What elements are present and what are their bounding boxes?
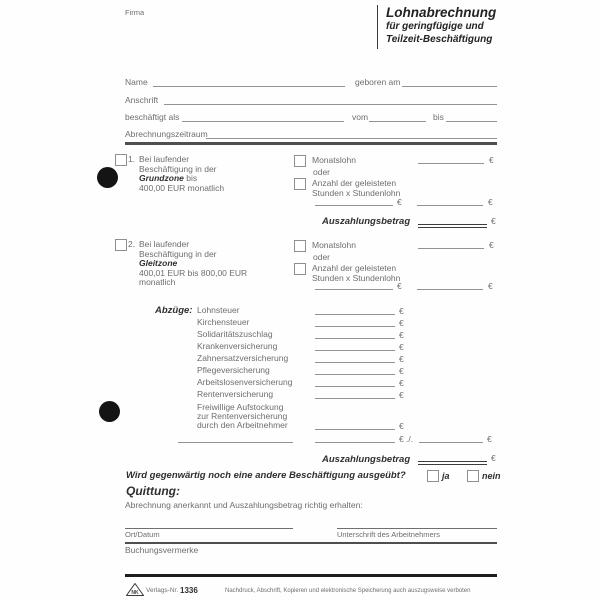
euro-sign: € xyxy=(399,366,404,376)
auszahlungsbetrag-line-1[interactable] xyxy=(418,224,487,228)
section2-line2: Beschäftigung in der xyxy=(139,248,217,259)
abrechnungszeitraum-label: Abrechnungszeitraum xyxy=(125,129,208,139)
anzahl-line1-1: Anzahl der geleisteten xyxy=(312,178,397,188)
bis-field-line[interactable] xyxy=(446,121,497,122)
form-subtitle-line1: für geringfügige und xyxy=(386,21,484,32)
verlags-nr-value: 1336 xyxy=(180,585,198,595)
abzug-line-arbeitslosenversicherung[interactable] xyxy=(315,386,395,387)
abzug-line-pflegeversicherung[interactable] xyxy=(315,374,395,375)
oder-label-2: oder xyxy=(313,252,331,262)
sum-amount-line[interactable] xyxy=(315,442,395,443)
nk-triangle-icon xyxy=(126,583,144,596)
checkbox-monatslohn-2[interactable] xyxy=(294,240,306,252)
auszahlungsbetrag-line-2[interactable] xyxy=(418,461,487,465)
monatslohn-amount-line-1[interactable] xyxy=(418,163,484,164)
geboren-am-label: geboren am xyxy=(355,77,401,87)
footer-rule xyxy=(125,574,497,577)
euro-sign: € xyxy=(399,354,404,364)
quittung-title: Quittung: xyxy=(126,484,180,498)
abzug-line-lohnsteuer[interactable] xyxy=(315,314,395,315)
auszahlungsbetrag-label-1: Auszahlungsbetrag xyxy=(322,216,411,227)
section-divider-rule xyxy=(125,142,497,145)
stunden-total-line-2[interactable] xyxy=(417,289,483,290)
euro-sign: € xyxy=(399,342,404,352)
gleitzone-bold-text: Gleitzone xyxy=(139,258,178,268)
euro-sign: € xyxy=(488,197,493,207)
header-divider xyxy=(377,5,378,49)
punch-hole-bottom xyxy=(99,401,120,422)
svg-text:NK: NK xyxy=(131,590,139,596)
checkbox-gleitzone[interactable] xyxy=(115,239,127,251)
oder-label-1: oder xyxy=(313,167,331,177)
form-subtitle-line2: Teilzeit-Beschäftigung xyxy=(386,33,493,45)
abzug-label-zahnersatzversicherung: Zahnersatzversicherung xyxy=(197,353,289,363)
unterschrift-label: Unterschrift des Arbeitnehmers xyxy=(337,530,440,539)
euro-sign: € xyxy=(399,421,404,431)
grundzone-bold-text: Grundzone xyxy=(139,173,184,183)
stunden-total-line-1[interactable] xyxy=(417,205,483,206)
section1-line2: Beschäftigung in der xyxy=(139,163,217,174)
euro-sign: € xyxy=(488,281,493,291)
name-field-line[interactable] xyxy=(153,86,345,87)
checkbox-stundenlohn-2[interactable] xyxy=(294,263,306,275)
anzahl-line2-2: Stunden x Stundenlohn xyxy=(312,272,401,283)
vom-label: vom xyxy=(352,112,369,122)
quittung-text: Abrechnung anerkannt und Auszahlungsbetrag richtig erhalten: xyxy=(125,500,363,510)
checkbox-grundzone[interactable] xyxy=(115,154,127,166)
abzug-label-pflegeversicherung: Pflegeversicherung xyxy=(197,365,270,375)
euro-sign: € xyxy=(399,306,404,316)
section1-line1: Bei laufender xyxy=(139,154,190,164)
section1-line4: 400,00 EUR monatlich xyxy=(139,182,225,193)
stunden-amount-line-1[interactable] xyxy=(315,205,393,206)
footer-legal-text: Nachdruck, Abschrift, Kopieren und elektronische Speicherung auch auszugsweise verboten xyxy=(225,588,471,594)
ort-datum-signature-line[interactable] xyxy=(125,528,293,529)
aufstockung-line1: Freiwillige Aufstockung xyxy=(197,402,284,412)
sum-left-field-line[interactable] xyxy=(178,442,293,443)
section1-number: 1. xyxy=(128,154,136,164)
aufstockung-amount-line[interactable] xyxy=(315,429,395,430)
name-label: Name xyxy=(125,77,148,87)
punch-hole-top xyxy=(97,167,118,188)
euro-sign: € xyxy=(399,390,404,400)
anschrift-field-line[interactable] xyxy=(164,104,497,105)
abzug-line-zahnersatzversicherung[interactable] xyxy=(315,362,395,363)
euro-sign: € xyxy=(399,378,404,388)
publisher-logo xyxy=(126,583,144,596)
abzug-line-solidaritaetszuschlag[interactable] xyxy=(315,338,395,339)
minus-symbol: ./. xyxy=(406,434,414,444)
abzug-label-kirchensteuer: Kirchensteuer xyxy=(197,317,250,327)
anzahl-line2-1: Stunden x Stundenlohn xyxy=(312,187,401,198)
aufstockung-line2: zur Rentenversicherung xyxy=(197,411,288,421)
euro-sign: € xyxy=(397,197,402,207)
abzug-line-krankenversicherung[interactable] xyxy=(315,350,395,351)
buchungsvermerke-label: Buchungsvermerke xyxy=(125,545,199,555)
euro-sign: € xyxy=(491,216,496,226)
buchungsvermerke-rule xyxy=(125,542,497,544)
aufstockung-line3: durch den Arbeitnehmer xyxy=(197,420,288,430)
euro-sign: € xyxy=(489,240,494,250)
sum-deduction-line[interactable] xyxy=(419,442,483,443)
abzug-label-lohnsteuer: Lohnsteuer xyxy=(197,305,240,315)
euro-sign: € xyxy=(399,318,404,328)
abzug-label-arbeitslosenversicherung: Arbeitslosenversicherung xyxy=(197,377,293,387)
section2-line4: 400,01 EUR bis 800,00 EUR xyxy=(139,267,248,278)
checkbox-stundenlohn-1[interactable] xyxy=(294,178,306,190)
bis-label: bis xyxy=(433,112,444,122)
vom-field-line[interactable] xyxy=(369,121,426,122)
euro-sign: € xyxy=(487,434,492,444)
verlags-nr-label: Verlags-Nr. xyxy=(146,587,179,594)
euro-sign: € xyxy=(399,434,404,444)
section1-zone xyxy=(139,174,197,183)
euro-sign: € xyxy=(397,281,402,291)
euro-sign: € xyxy=(489,155,494,165)
geboren-am-field-line[interactable] xyxy=(402,86,497,87)
unterschrift-signature-line[interactable] xyxy=(337,528,497,529)
abzug-line-kirchensteuer[interactable] xyxy=(315,326,395,327)
section2-number: 2. xyxy=(128,239,136,249)
firma-label: Firma xyxy=(125,8,145,17)
anzahl-line1-2: Anzahl der geleisteten xyxy=(312,263,397,273)
anschrift-label: Anschrift xyxy=(125,95,159,105)
euro-sign: € xyxy=(491,453,496,463)
abzug-line-rentenversicherung[interactable] xyxy=(315,398,395,399)
checkbox-nein[interactable] xyxy=(467,470,479,482)
beschaeftigt-als-field-line[interactable] xyxy=(182,121,344,122)
ort-datum-label: Ort/Datum xyxy=(125,530,160,539)
abzug-label-solidaritaetszuschlag: Solidaritätszuschlag xyxy=(197,329,273,339)
other-employment-question: Wird gegenwärtig noch eine andere Beschäftigung ausgeübt? xyxy=(126,470,406,481)
grundzone-rest-text: bis xyxy=(183,173,198,183)
nein-label: nein xyxy=(482,471,501,481)
form-title: Lohnabrechnung xyxy=(386,5,497,20)
ja-label: ja xyxy=(442,471,450,481)
abzuege-label: Abzüge: xyxy=(155,305,193,316)
monatslohn-label-1: Monatslohn xyxy=(312,155,356,165)
auszahlungsbetrag-label-2: Auszahlungsbetrag xyxy=(322,454,411,465)
abzug-label-rentenversicherung: Rentenversicherung xyxy=(197,389,274,399)
abzug-label-krankenversicherung: Krankenversicherung xyxy=(197,341,278,351)
checkbox-ja[interactable] xyxy=(427,470,439,482)
checkbox-monatslohn-1[interactable] xyxy=(294,155,306,167)
stunden-amount-line-2[interactable] xyxy=(315,289,393,290)
monatslohn-label-2: Monatslohn xyxy=(312,240,356,250)
section2-line1: Bei laufender xyxy=(139,239,190,249)
monatslohn-amount-line-2[interactable] xyxy=(418,248,484,249)
beschaeftigt-als-label: beschäftigt als xyxy=(125,112,180,122)
section2-line5: monatlich xyxy=(139,277,176,287)
abrechnungszeitraum-field-line[interactable] xyxy=(206,138,497,139)
euro-sign: € xyxy=(399,330,404,340)
